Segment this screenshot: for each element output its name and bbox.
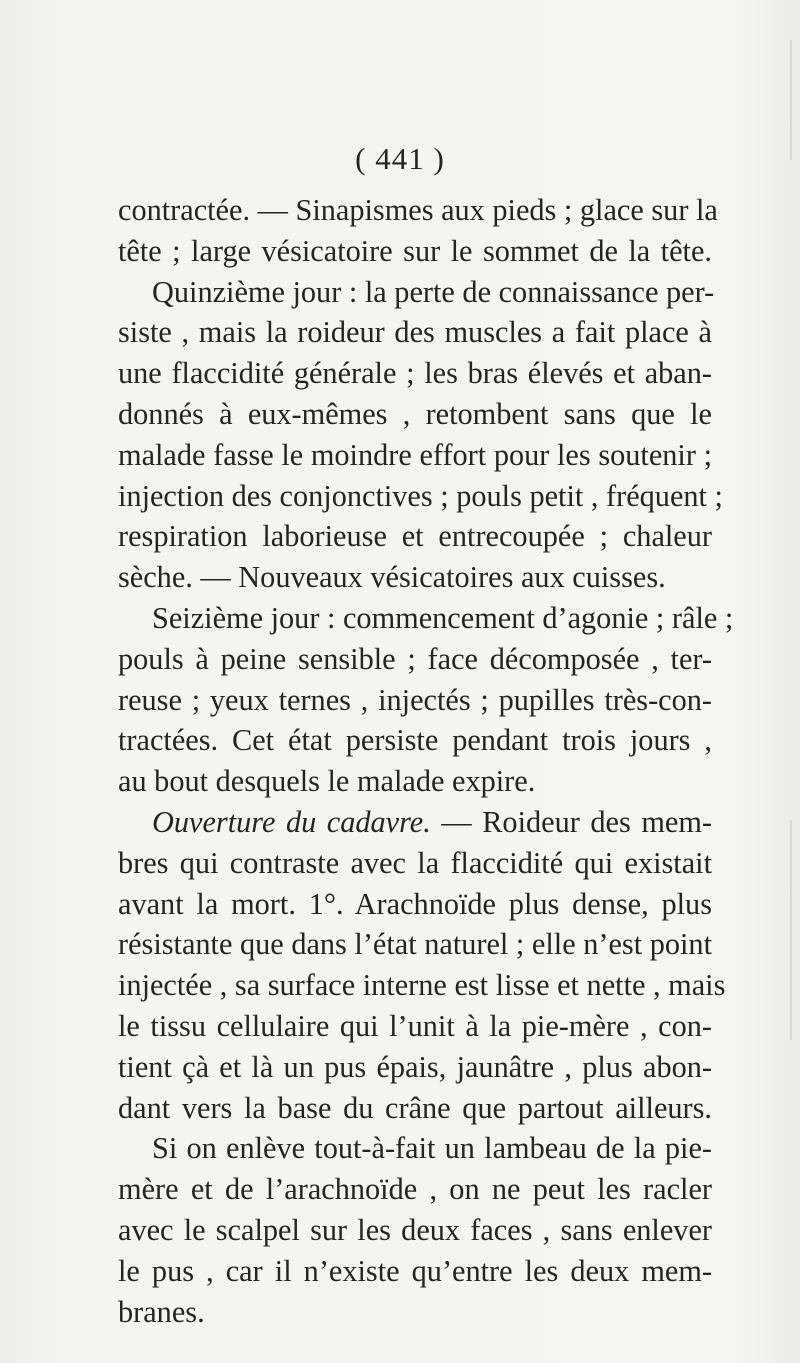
text-line — [118, 802, 712, 843]
text-line: bres qui contraste avec la flaccidité qui existait — [118, 845, 712, 880]
text-line: avant la mort. 1°. Arachnoïde plus dense, plus — [118, 886, 712, 921]
text-line: avec le scalpel sur les deux faces , sans enlever — [118, 1212, 712, 1247]
text-line: mère et de l’arachnoïde , on ne peut les racler — [118, 1172, 712, 1207]
text-line: injectée , sa surface interne est lisse et nette , mais — [118, 968, 726, 1003]
text-line: respiration laborieuse et entrecoupée ; chaleur — [118, 519, 712, 554]
text-line: branes. — [118, 1294, 205, 1329]
text-line: une flaccidité générale ; les bras élevés et aban- — [118, 356, 712, 391]
text-line: donnés à eux-mêmes , retombent sans que le — [118, 396, 712, 431]
text-line-rest: — Roideur des mem- — [430, 804, 712, 839]
text-line: résistante que dans l’état naturel ; elle n’est point — [118, 927, 712, 962]
text-line: tractées. Cet état persiste pendant trois jours , — [118, 723, 712, 758]
text-line: au bout desquels le malade expire. — [118, 764, 536, 799]
text-line: pouls à peine sensible ; face décomposée , ter- — [118, 641, 712, 676]
text-line: injection des conjonctives ; pouls petit , fréquent ; — [118, 478, 723, 513]
text-line: Quinzième jour : la perte de connaissance per- — [152, 274, 715, 309]
text-line: sèche. — Nouveaux vésicatoires aux cuisses. — [118, 560, 666, 595]
text-line: siste , mais la roideur des muscles a fait place à — [118, 315, 712, 350]
text-line: reuse ; yeux ternes , injectés ; pupilles très-con- — [118, 682, 712, 717]
body-text — [118, 190, 734, 1332]
text-line: dant vers la base du crâne que partout ailleurs. — [118, 1090, 712, 1125]
page-edge-mark — [790, 820, 792, 1040]
page-edge-mark — [790, 40, 792, 160]
text-line: le tissu cellulaire qui l’unit à la pie-mère , con- — [118, 1008, 712, 1043]
text-line: tête ; large vésicatoire sur le sommet de la tête. — [118, 233, 712, 268]
text-line: Si on enlève tout-à-fait un lambeau de la pie- — [152, 1131, 712, 1166]
text-line: le pus , car il n’existe qu’entre les deux mem- — [118, 1253, 712, 1288]
italic-heading: Ouverture du cadavre. — [152, 804, 431, 839]
text-line: contractée. — Sinapismes aux pieds ; glace sur la — [118, 193, 718, 227]
text-line: tient çà et là un pus épais, jaunâtre , plus abon- — [118, 1049, 712, 1084]
text-line: Seizième jour : commencement d’agonie ; râle ; — [152, 600, 734, 635]
page-number: ( 441 ) — [355, 141, 445, 176]
text-line: malade fasse le moindre effort pour les soutenir ; — [118, 437, 712, 472]
